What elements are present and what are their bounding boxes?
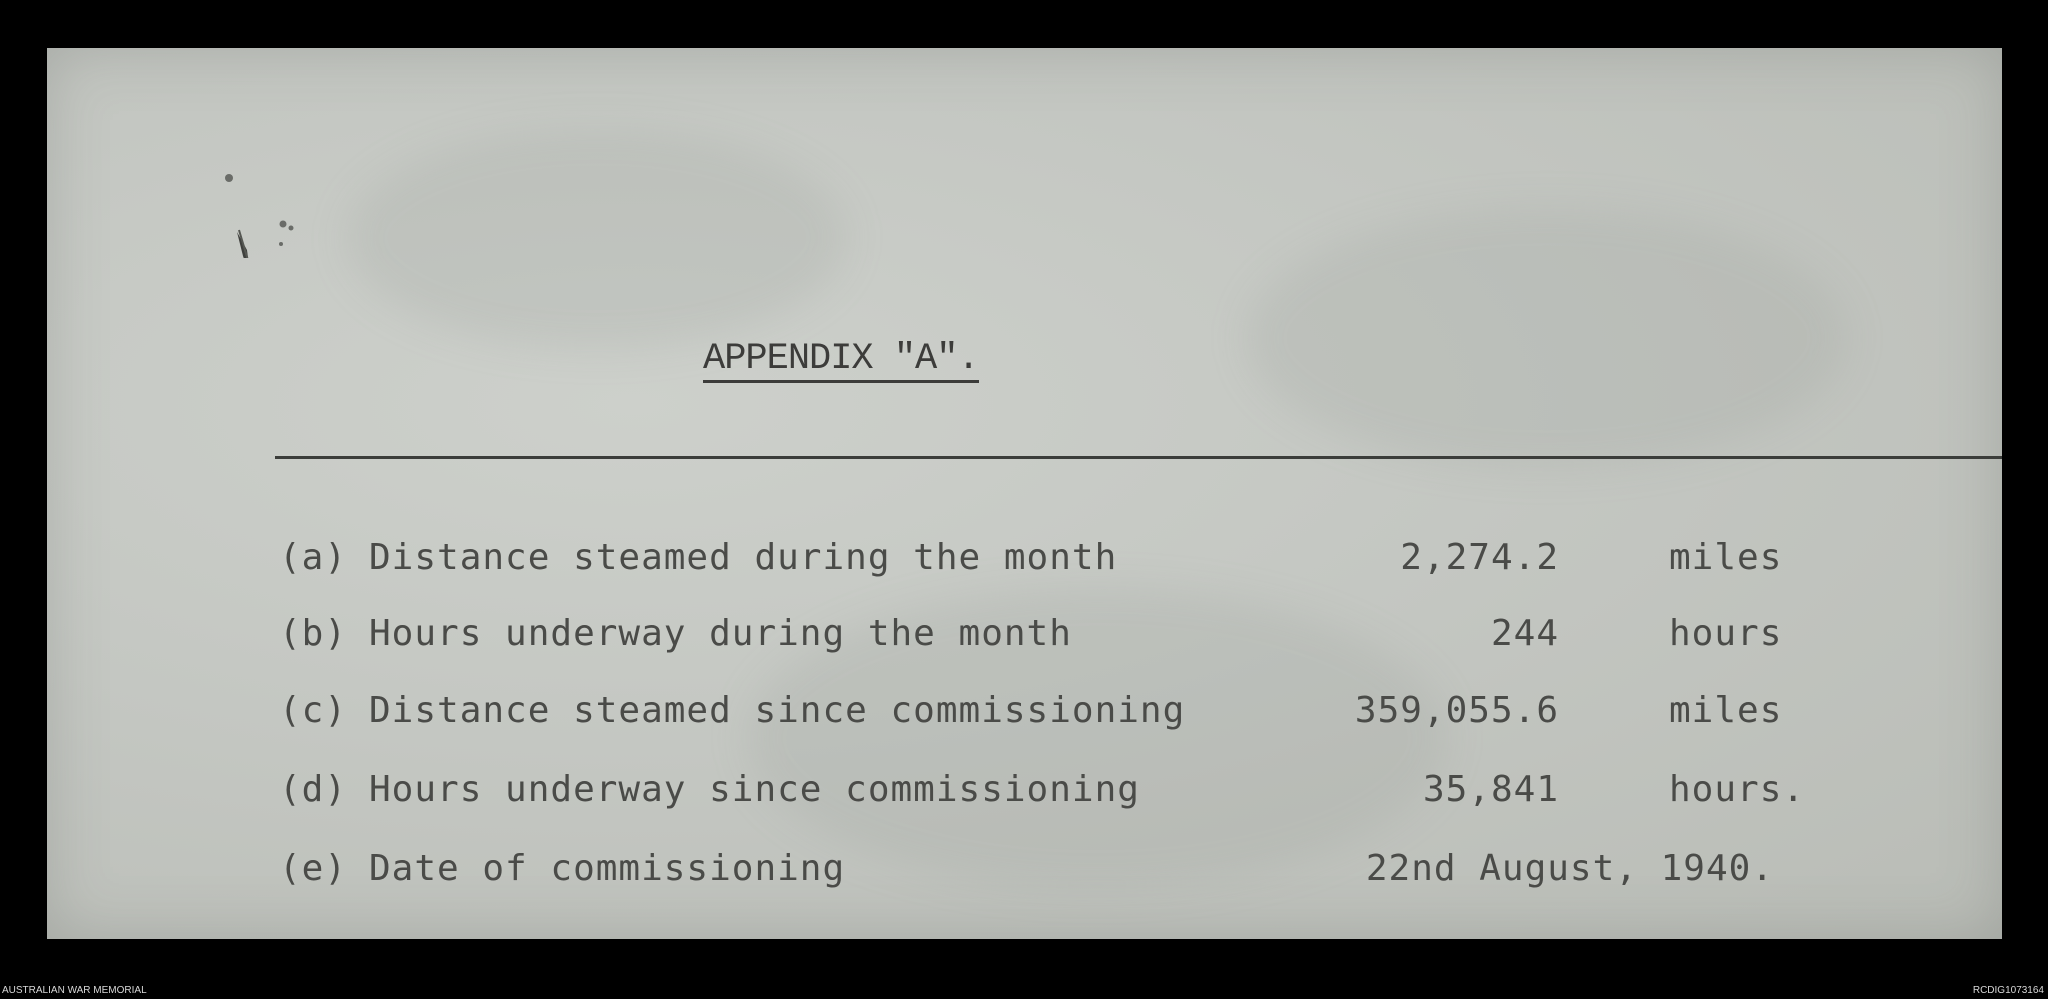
record-id: RCDIG1073164 <box>1972 985 2044 996</box>
item-value: 22nd August, 1940. <box>1365 848 1774 889</box>
item-description: Hours underway during the month <box>369 613 1072 654</box>
list-item <box>279 609 1979 659</box>
item-description: Hours underway since commissioning <box>369 769 1140 810</box>
item-value: 359,055.6 <box>1354 690 1559 731</box>
list-item <box>279 533 1979 583</box>
item-marker: (d) <box>279 769 348 810</box>
item-marker: (a) <box>279 537 348 578</box>
item-description: Distance steamed during the month <box>369 537 1118 578</box>
item-description: Date of commissioning <box>369 848 846 889</box>
item-value: 244 <box>1490 613 1559 654</box>
source-credit: AUSTRALIAN WAR MEMORIAL <box>2 985 147 996</box>
list-item <box>279 844 1979 894</box>
statistics-list <box>47 48 2002 939</box>
item-value: 35,841 <box>1422 769 1559 810</box>
item-marker: (c) <box>279 690 348 731</box>
item-unit: miles <box>1669 690 1783 731</box>
item-description: Distance steamed since commissioning <box>369 690 1186 731</box>
item-unit: miles <box>1669 537 1783 578</box>
item-unit: hours. <box>1669 769 1806 810</box>
item-unit: hours <box>1669 613 1783 654</box>
appendix-title: APPENDIX "A". <box>703 340 979 383</box>
document-page <box>47 48 2002 939</box>
list-item <box>279 765 1979 815</box>
item-marker: (b) <box>279 613 348 654</box>
item-value: 2,274.2 <box>1400 537 1559 578</box>
item-marker: (e) <box>279 848 348 889</box>
list-item <box>279 686 1979 736</box>
